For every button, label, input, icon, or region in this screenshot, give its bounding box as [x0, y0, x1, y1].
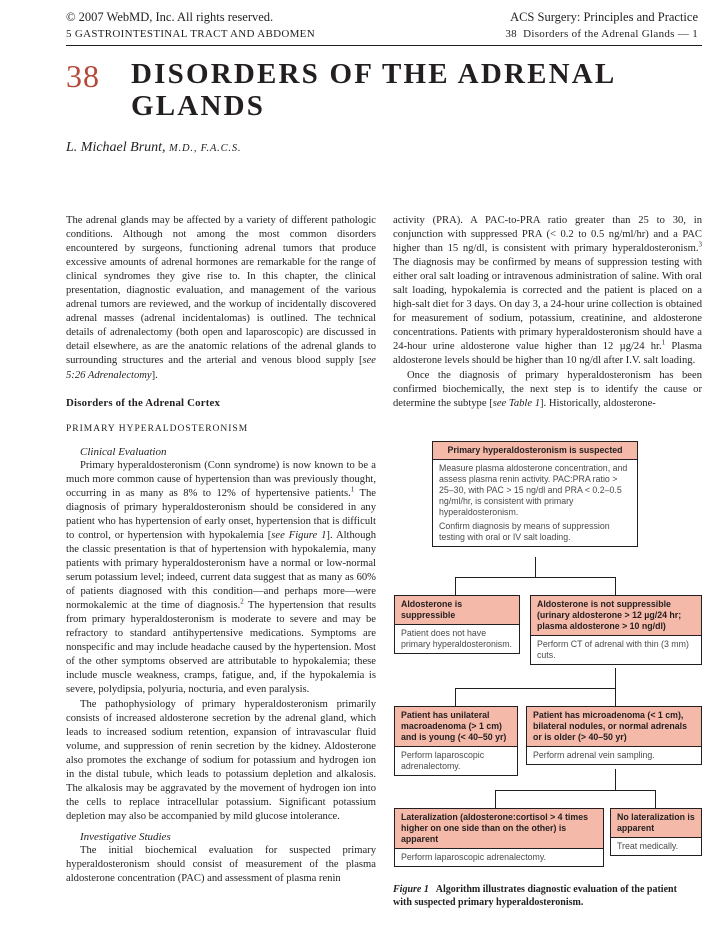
connector [455, 688, 616, 689]
flow-box-microadenoma [526, 706, 702, 765]
connector [495, 790, 656, 791]
flow-box-suppressible-header: Aldosterone is suppressible [395, 596, 519, 625]
connector [615, 668, 616, 688]
page-number: 1 [692, 28, 698, 40]
connector [455, 577, 616, 578]
chapter-ref-line [505, 27, 698, 42]
right-column [393, 214, 702, 411]
ref-sup-2: 2 [240, 597, 244, 606]
flow-box-suspected-body-2: Confirm diagnosis by means of suppression testing with oral or IV salt loading. [439, 521, 610, 542]
author-line [66, 140, 241, 156]
intro-paragraph: The adrenal glands may be affected by a variety of different pathologic conditions. Although not among the most common disorders encountered by surgeons, functioning adrenal tumors that produce excessive amounts of adrenal hormones are remarkable for the range of clinical syndromes they give rise to. In this chapter, the clinical presentation, diagnostic evaluation, and management of the various adrenal tumors are reviewed, and the workup of incidentally discovered adrenal masses (adrenal incidentalomas) is outlined. The technical details of adrenalectomy (both open and laparoscopic) are discussed in detail elsewhere, as are the anatomic relations of the adrenal glands to surrounding structures and the arterial and venous blood supply [see 5:26 Adrenalectomy]. [66, 215, 376, 381]
intro-cross-ref: see 5:26 Adrenalectomy [66, 355, 376, 381]
flow-box-suppressible [394, 595, 520, 654]
header-rule [66, 45, 702, 46]
subsection-heading: PRIMARY HYPERALDOSTERONISM [66, 423, 249, 434]
flow-box-microadenoma-header: Patient has microadenoma (< 1 cm), bilateral nodules, or normal adrenals or is older (> 40–50 yr) [527, 707, 701, 747]
flow-box-macroadenoma [394, 706, 518, 776]
connector [535, 557, 536, 577]
connector [615, 769, 616, 790]
right-paragraph-2: Once the diagnosis of primary hyperaldosteronism has been confirmed biochemically, the next step is to identify the cause or determine the subtype [see Table 1]. Historically, aldosterone- [393, 369, 702, 409]
chapter-ref-number: 38 [505, 28, 517, 40]
flow-box-suspected-body-1: Measure plasma aldosterone concentration, and assess plasma renin activity. PAC:PRA ratio > 25–30, with PAC > 15 ng/dl and PRA < 0.2–0.5 ng/ml/hr, is consistent with primary hyperaldosteronism. [439, 463, 628, 517]
clinical-paragraph-2: The pathophysiology of primary hyperaldosteronism primarily consists of increased aldosterone secretion by the adrenal gland, which leads to increased sodium retention, expansion of intravascular fluid volume, and suppression of renin secretion by the kidney. Aldosterone also promotes the exchange of sodium for potassium and hydrogen ion in the distal tubule, which leads to potassium depletion and alkalosis. The alkalosis may be aggravated by the movement of hydrogen ion into the cells to replace intracellular potassium. Significant potassium depletion may also be accompanied by mild glucose intolerance. [66, 698, 376, 822]
flow-box-no-lateralization-header: No lateralization is apparent [611, 809, 701, 838]
flow-box-not-suppressible [530, 595, 702, 665]
flow-box-lateralization [394, 808, 604, 867]
section-heading: Disorders of the Adrenal Cortex [66, 396, 221, 409]
figure-caption-label: Figure 1 [393, 884, 429, 895]
copyright-line: © 2007 WebMD, Inc. All rights reserved. [66, 10, 274, 24]
connector [655, 790, 656, 808]
flow-box-no-lateralization-body: Treat medically. [617, 841, 679, 851]
table-cross-ref: see Table 1 [492, 397, 541, 409]
chapter-title: DISORDERS OF THE ADRENAL GLANDS [131, 58, 615, 122]
clinical-heading: Clinical Evaluation [80, 445, 167, 458]
page-separator: — [677, 28, 690, 40]
figure-caption-text: Algorithm illustrates diagnostic evaluation of the patient with suspected primary hyperaldosteronism. [393, 884, 677, 908]
chapter-number: 38 [66, 58, 100, 94]
flow-box-not-suppressible-header: Aldosterone is not suppressible (urinary aldosterone > 12 µg/24 hr; plasma aldosterone > 10 ng/dl) [531, 596, 701, 636]
right-paragraph-1: activity (PRA). A PAC-to-PRA ratio greater than 25 to 30, in conjunction with suppressed PRA (< 0.2 to 0.5 ng/ml/hr) and a PAC higher than 15 ng/dl, is consistent with primary hyperaldosteronism.$^3$ The diagnosis may be confirmed by means of suppression testing with either oral salt loading or intravenous administration of saline. With oral salt loading, hypokalemia is corrected and the patient is placed on a high-salt diet for 3 days. On day 3, a 24-hour urine collection is obtained for measurement of sodium, potassium, creatinine, and aldosterone concentrations. Patients with primary hyperaldosteronism should have a 24-hour urine aldosterone value higher than 12 µg/24 hr.$^1$ Plasma aldosterone levels should be higher than 10 ng/dl after I.V. salt loading. [393, 215, 702, 367]
ref-sup-3: 3 [698, 240, 702, 249]
section-line: 5 GASTROINTESTINAL TRACT AND ABDOMEN [66, 28, 315, 40]
connector [455, 577, 456, 595]
flow-box-suppressible-body: Patient does not have primary hyperaldosteronism. [401, 628, 512, 649]
flow-box-macroadenoma-header: Patient has unilateral macroadenoma (> 1 cm) and is young (< 40–50 yr) [395, 707, 517, 747]
flow-box-suspected [432, 441, 638, 547]
flow-box-no-lateralization [610, 808, 702, 856]
author-name: L. Michael Brunt, [66, 140, 166, 155]
investigative-heading: Investigative Studies [80, 830, 171, 843]
connector [455, 688, 456, 706]
chapter-ref-title: Disorders of the Adrenal Glands [523, 28, 675, 40]
investigative-paragraph: The initial biochemical evaluation for suspected primary hyperaldosteronism should consist of measurement of the plasma aldosterone concentration (PAC) and assessment of plasma renin [66, 844, 376, 885]
flow-box-microadenoma-body: Perform adrenal vein sampling. [533, 750, 655, 760]
flow-box-lateralization-header: Lateralization (aldosterone:cortisol > 4 times higher on one side than on the other) is apparent [395, 809, 603, 849]
book-title: ACS Surgery: Principles and Practice [510, 10, 698, 24]
ref-sup-1: 1 [350, 485, 355, 494]
clinical-paragraph-1: Primary hyperaldosteronism (Conn syndrome) is now known to be a much more common cause of hypertension than was previously thought, occurring in as many as 8% to 12% of hypertensive patients.$^1$ The diagnosis of primary hyperaldosteronism should be considered in any patient who has hypertension of early onset, hypertension that is difficult to control, or hypertension with hypokalemia [see Figure 1]. Although the classic presentation is that of hypertension with hypokalemia, many patients with primary hyperaldosteronism have a normal or low-normal serum potassium level; indeed, current data suggest that as many as 60% of patients diagnosed with this condition—and perhaps more—were normokalemic at the time of diagnosis.$^2$ The hypertension that results from primary hyperaldosteronism is moderate to severe and may be refractory to standard antihypertensive medications. Symptoms are nonspecific and may include headache caused by the hypertension. Most of the other symptoms observed are attributable to hypokalemia; these include muscle weakness, cramps, fatigue, and, if the hypokalemia is severe, polydipsia, polyuria, nocturia, and even paralysis. [66, 459, 377, 696]
connector [495, 790, 496, 808]
ref-sup-4: 1 [661, 338, 666, 347]
flow-box-macroadenoma-body: Perform laparoscopic adrenalectomy. [401, 750, 485, 771]
figure-caption [393, 883, 693, 909]
flow-box-lateralization-body: Perform laparoscopic adrenalectomy. [401, 852, 547, 862]
author-degree: M.D., F.A.C.S. [169, 143, 242, 154]
flow-box-not-suppressible-body: Perform CT of adrenal with thin (3 mm) cuts. [537, 639, 689, 660]
figure-cross-ref: see Figure 1 [271, 529, 327, 541]
flow-box-suspected-header: Primary hyperaldosteronism is suspected [433, 442, 637, 460]
connector [615, 688, 616, 706]
connector [615, 577, 616, 595]
left-column [66, 214, 376, 886]
